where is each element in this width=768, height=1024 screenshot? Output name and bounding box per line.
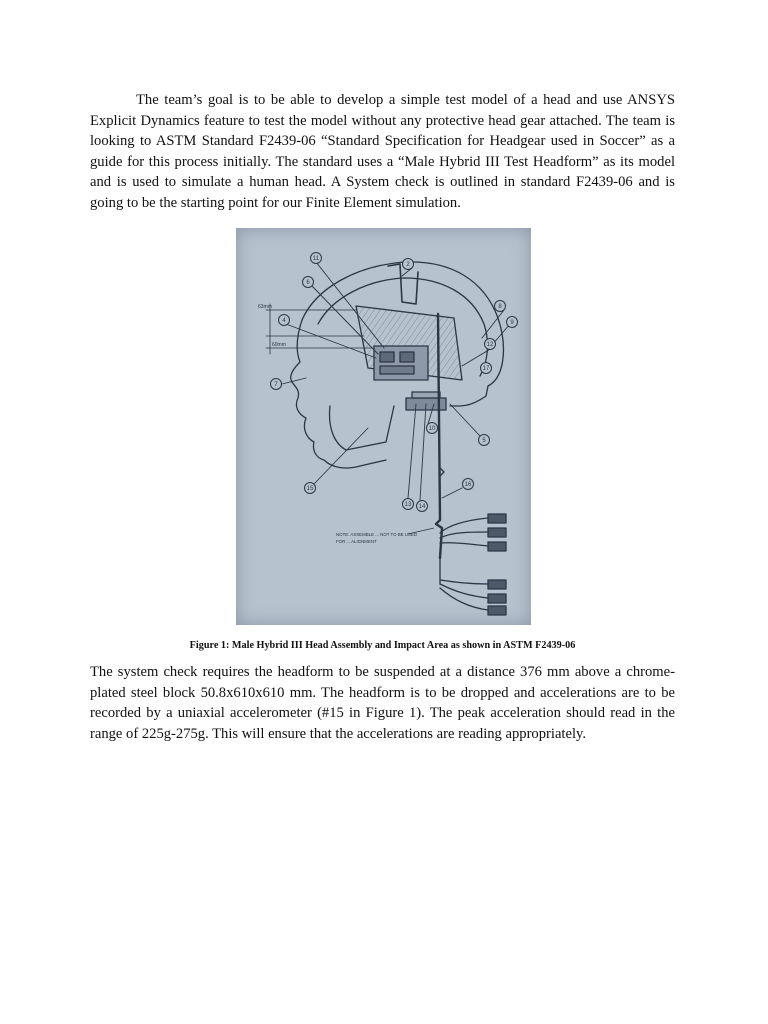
callout-number: 8 (498, 304, 502, 310)
callout-number: 11 (312, 256, 320, 262)
head-assembly-figure (236, 228, 531, 625)
callout-number: 14 (418, 504, 426, 510)
callout-number: 6 (306, 280, 310, 286)
callout-number: 9 (510, 320, 514, 326)
dimension-label: 63mm (258, 304, 272, 310)
callout-number: 17 (482, 366, 490, 372)
callout-number: 10 (428, 426, 436, 432)
svg-text:NOTE: ASSEMBLE ... NOT TO BE U: NOTE: ASSEMBLE ... NOT TO BE USED (336, 532, 418, 537)
intro-paragraph: The team’s goal is to be able to develop a simple test model of a head and use ANSYS Explicit Dynamics feature to test the model without any protective head gear attached. The team is looking to ASTM Standard F2439-06 “Standard Specification for Headgear used in Soccer” as a guide for this process initially. The standard uses a “Male Hybrid III Test Headform” as its model and is used to simulate a human head. A System check is outlined in standard F2439-06 and is going to be the starting point for our Finite Element simulation. (90, 92, 675, 211)
callout-number: 15 (306, 486, 314, 492)
callout-number: 2 (406, 262, 410, 268)
callout-number: 16 (464, 482, 472, 488)
note-text (336, 528, 434, 544)
callout-number: 7 (274, 382, 278, 388)
callout-number: 4 (282, 318, 286, 324)
callout-number: 13 (404, 502, 412, 508)
head-assembly-drawing (236, 228, 531, 625)
dimension-label: 60mm (272, 342, 286, 348)
system-check-paragraph: The system check requires the headform to be suspended at a distance 376 mm above a chrome-plated steel block 50.8x610x610 mm. The headform is to be dropped and accelerations are to be recorded by a uniaxial accelerometer (#15 in Figure 1). The peak acceleration should read in the range of 225g-275g. This will ensure that the accelerations are reading appropriately. (90, 664, 675, 742)
svg-text:FOR ... ALIGNMENT: FOR ... ALIGNMENT (336, 539, 377, 544)
callout-number: 5 (482, 438, 486, 444)
callout-number: 12 (486, 342, 494, 348)
neck-outline (330, 406, 394, 450)
figure-caption: Figure 1: Male Hybrid III Head Assembly and Impact Area as shown in ASTM F2439-06 (189, 640, 576, 651)
